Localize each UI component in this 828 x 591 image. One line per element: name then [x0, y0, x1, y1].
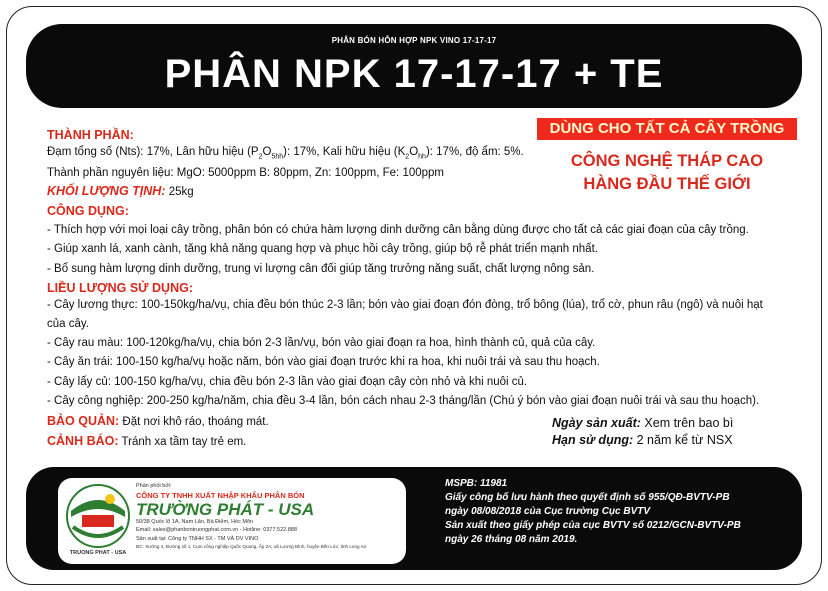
- dosage-item: - Cây lương thực: 100-150kg/ha/vụ, chia đều bón thúc 2-3 lần; bón vào giai đoạn đón đòng, trổ bông (lúa), trổ cờ, phun râu (ngô) và nuôi hạt: [47, 299, 763, 311]
- registration-line: ngày 08/08/2018 của Cục trường Cục BVTV: [445, 506, 651, 517]
- composition-trace: Thành phần nguyên liệu: MgO: 5000ppm B: 80ppm, Zn: 100ppm, Fe: 100ppm: [47, 167, 444, 179]
- manufacture-date: Ngày sản xuất: Xem trên bao bì: [552, 416, 734, 430]
- product-subtitle: PHÂN BÓN HỖN HỢP NPK VINO 17-17-17: [331, 36, 497, 45]
- all-crops-banner: DÙNG CHO TẤT CẢ CÂY TRỒNG: [537, 118, 797, 140]
- company-brand: TRƯỜNG PHÁT - USA: [136, 500, 315, 519]
- composition-npk: Đạm tổng số (Nts): 17%, Lân hữu hiệu $(P_2O_{5hh})$: 17%, Kali hữu hiệu $(K_2O_{hh})$: 17%, độ ẩm: 5%.: [47, 146, 524, 161]
- dosage-heading: LIỀU LƯỢNG SỬ DỤNG:: [47, 281, 193, 295]
- registration-line: MSPB: 11981: [445, 478, 508, 489]
- produced-by: Sản xuất tại: Công ty TNHH SX - TM VÀ DV VINO: [136, 536, 259, 542]
- dosage-item: - Cây công nghiệp: 200-250 kg/ha/năm, chia đều 3-4 lần, bón cách nhau 2-3 tháng/lần (Chú ý bón vào giai đoạn nuôi trái và sau thu hoạch).: [47, 395, 760, 407]
- uses-item: - Giúp xanh lá, xanh cành, tăng khả năng quang hợp và phục hồi cây trồng, giúp bộ rễ phát triển mạnh nhất.: [47, 243, 598, 255]
- company-logo-icon: [65, 483, 131, 549]
- dosage-item: của cây.: [47, 318, 89, 330]
- warning: CẢNH BÁO: Tránh xa tầm tay trẻ em.: [47, 434, 247, 448]
- uses-item: - Bổ sung hàm lượng dinh dưỡng, trung vi lượng cân đối giúp tăng trưởng năng suất, chất lượng nông sản.: [47, 263, 595, 275]
- tech-line-2: HÀNG ĐẦU THẾ GIỚI: [583, 175, 751, 193]
- logo-caption: TRUONG PHAT - USA: [69, 550, 127, 556]
- net-weight: KHỐI LƯỢNG TỊNH: 25kg: [47, 184, 194, 198]
- company-name: CÔNG TY TNHH XUẤT NHẬP KHẨU PHÂN BÓN: [136, 491, 305, 500]
- registration-line: Sản xuất theo giấy phép của cục BVTV số 0212/GCN-BVTV-PB: [445, 520, 741, 531]
- product-title: PHÂN NPK 17-17-17 + TE: [164, 52, 664, 96]
- uses-heading: CÔNG DỤNG:: [47, 204, 129, 218]
- dosage-item: - Cây ăn trái: 100-150 kg/ha/vụ hoặc năm, bón vào giai đoạn trước khi ra hoa, khi nuôi trái và sau thu hoạch.: [47, 356, 600, 368]
- distributed-by: Phân phối bởi:: [136, 483, 172, 489]
- registration-line: Giấy công bố lưu hành theo quyết định số 955/QĐ-BVTV-PB: [445, 492, 730, 503]
- company-address: 50/38 Quốc lộ 1A, Nam Lân, Bà Điểm, Hóc Môn: [136, 519, 254, 525]
- dosage-item: - Cây lấy củ: 100-150 kg/ha/vụ, chia đều bón 2-3 lần vào giai đoạn cây còn nhỏ và khi nuôi củ.: [47, 376, 528, 388]
- company-contact: Email: sales@phanbontruongphat.com.vn - Hotline: 0377.522.888: [136, 527, 297, 533]
- dosage-item: - Cây rau màu: 100-120kg/ha/vụ, chia bón 2-3 lần/vụ, bón vào giai đoạn ra hoa, hình thành củ, quả của cây.: [47, 337, 596, 349]
- tech-line-1: CÔNG NGHỆ THÁP CAO: [570, 152, 764, 170]
- composition-heading: THÀNH PHẦN:: [47, 128, 134, 142]
- storage: BẢO QUẢN: Đặt nơi khô ráo, thoáng mát.: [47, 414, 269, 428]
- expiry-date: Hạn sử dụng: 2 năm kể từ NSX: [552, 433, 733, 447]
- factory-address: ĐC: Xưởng 4, Đường số 1, Cụm công nghiệp Quốc Quang, Ấp 2A, xã Lương Bình, huyện Bến Lức, tỉnh Long An: [136, 544, 367, 549]
- uses-item: - Thích hợp với mọi loại cây trồng, phân bón có chứa hàm lượng dinh dưỡng cân bằng dùng được cho tất cả các giai đoạn của cây trồng.: [47, 224, 749, 236]
- registration-line: ngày 26 tháng 08 năm 2019.: [445, 534, 578, 545]
